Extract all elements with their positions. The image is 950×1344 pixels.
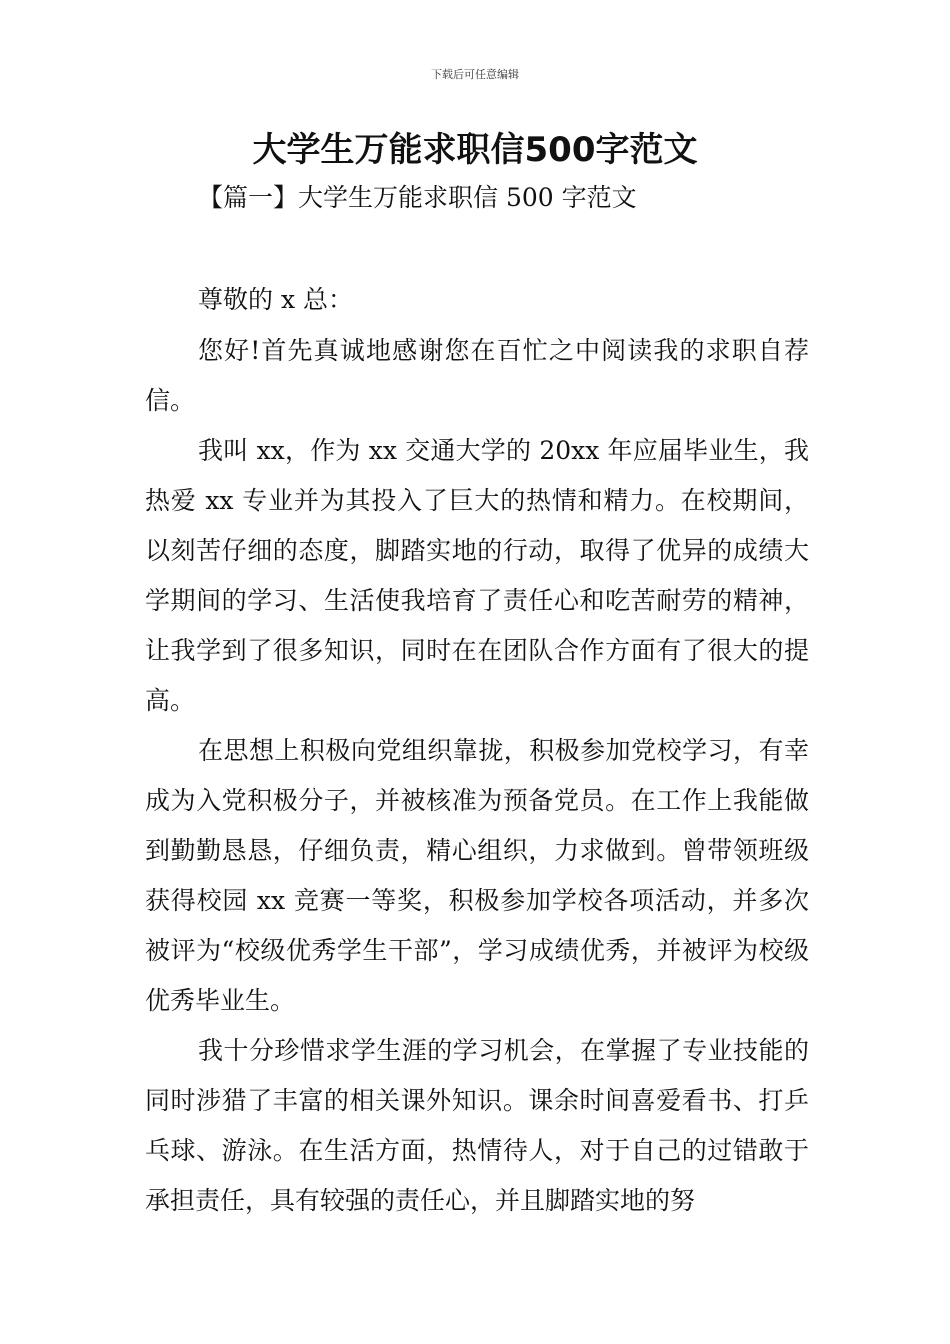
salutation: 尊敬的 x 总： — [198, 285, 353, 314]
header-note: 下载后可任意编辑 — [431, 68, 519, 81]
paragraph-introduction: 我叫 xx，作为 xx 交通大学的 20xx 年应届毕业生，我热爱 xx 专业并为其投入了巨大的热情和精力。在校期间，以刻苦仔细的态度，脚踏实地的行动，取得了优异的成绩大学期间的学习、生活使我培育了责任心和吃苦耐劳的精神，让我学到了很多知识，同时在在团队合作方面有了很大的提高。 — [145, 436, 809, 715]
paragraph-political-work: 在思想上积极向党组织靠拢，积极参加党校学习，有幸成为入党积极分子，并被核准为预备党员。在工作上我能做到勤勤恳恳，仔细负责，精心组织，力求做到。曾带领班级获得校园 xx 竞赛一等奖，积极参加学校各项活动，并多次被评为“校级优秀学生干部”，学习成绩优秀，并被评为校级优秀毕业生。 — [145, 736, 809, 1015]
document-subtitle: 【篇一】大学生万能求职信 500 字范文 — [198, 183, 637, 212]
letter-body — [145, 326, 809, 1226]
document-title: 大学生万能求职信500字范文 — [252, 130, 698, 170]
paragraph-hobbies: 我十分珍惜求学生涯的学习机会，在掌握了专业技能的同时涉猎了丰富的相关课外知识。课余时间喜爱看书、打乒乓球、游泳。在生活方面，热情待人，对于自己的过错敢于承担责任，具有较强的责任心，并且脚踏实地的努 — [145, 1036, 809, 1215]
paragraph-greeting: 您好!首先真诚地感谢您在百忙之中阅读我的求职自荐信。 — [145, 336, 809, 415]
